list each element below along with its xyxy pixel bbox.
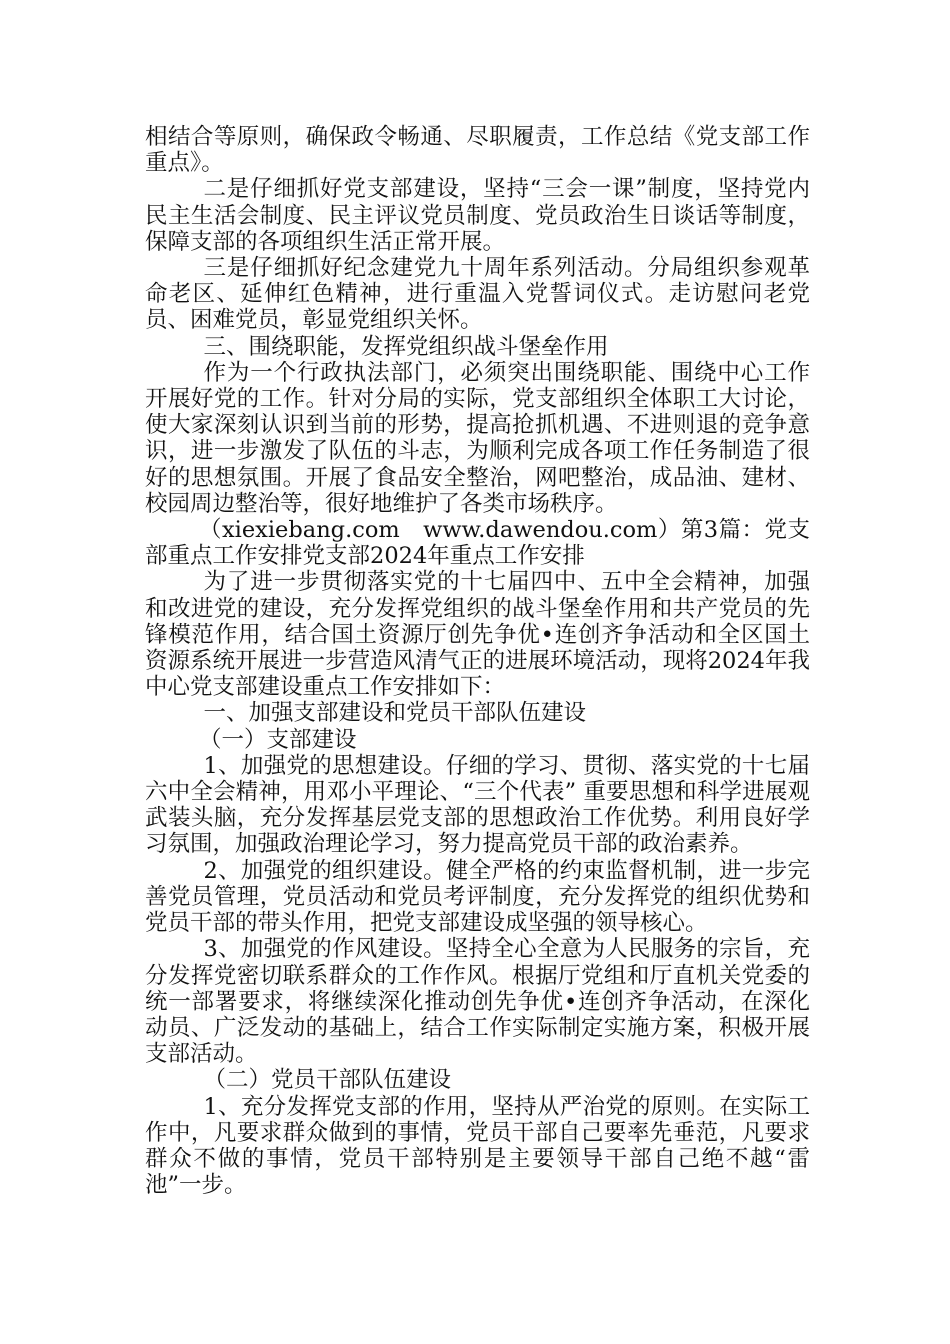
subsection-heading-branch: （一）支部建设 [199, 726, 357, 753]
document-page [145, 124, 810, 1198]
paragraph-style-building: 3、加强党的作风建设。坚持全心全意为人民服务的宗旨，充分发挥党密切联系群众的工作作风。根据厅党组和厅直机关党委的统一部署要求，将继续深化推动创先争优•连创齐争活动，在深化动员、广泛发动的基础上，结合工作实际制定实施方案，积极开展支部活动。 [145, 936, 810, 1068]
paragraph-anniversary-activities: 三是仔细抓好纪念建党九十周年系列活动。分局组织参观革命老区、延伸红色精神，进行重温入党誓词仪式。走访慰问老党员、困难党员，彰显党组织关怀。 [145, 255, 810, 334]
paragraph-organizational-building: 2、加强党的组织建设。健全严格的约束监督机制，进一步完善党员管理，党员活动和党员考评制度，充分发挥党的组织优势和党员干部的带头作用，把党支部建设成坚强的领导核心。 [145, 857, 810, 937]
paragraph-continuation: 相结合等原则，确保政令畅通、尽职履责，工作总结《党支部工作重点》。 [145, 124, 810, 177]
subsection-heading-cadres: （二）党员干部队伍建设 [203, 1067, 452, 1094]
paragraph-strict-governance: 1、充分发挥党支部的作用，坚持从严治党的原则。在实际工作中，凡要求群众做到的事情，党员干部自己要率先垂范，凡要求群众不做的事情，党员干部特别是主要领导干部自己绝不越“雷池”一步。 [145, 1093, 810, 1199]
paragraph-source-title: （xiexiebang.com www.dawendou.com）第3篇：党支部重点工作安排党支部2024年重点工作安排 [145, 517, 810, 570]
paragraph-law-enforcement: 作为一个行政执法部门，必须突出围绕职能、围绕中心工作开展好党的工作。针对分局的实际，党支部组织全体职工大讨论，使大家深刻认识到当前的形势，提高抢抓机遇、不进则退的竞争意识，进一步激发了队伍的斗志，为顺利完成各项工作任务制造了很好的思想氛围。开展了食品安全整治，网吧整治，成品油、建材、校园周边整治等，很好地维护了各类市场秩序。 [145, 359, 810, 517]
section-heading-3: 三、围绕职能，发挥党组织战斗堡垒作用 [203, 333, 609, 360]
paragraph-intro-2024: 为了进一步贯彻落实党的十七届四中、五中全会精神，加强和改进党的建设，充分发挥党组织的战斗堡垒作用和共产党员的先锋模范作用，结合国土资源厅创先争优•连创齐争活动和全区国土资源系统开展进一步营造风清气正的进展环境活动，现将2024年我中心党支部建设重点工作安排如下： [145, 569, 810, 701]
paragraph-branch-building: 二是仔细抓好党支部建设，坚持“三会一课”制度，坚持党内民主生活会制度、民主评议党员制度、党员政治生日谈话等制度，保障支部的各项组织生活正常开展。 [145, 176, 810, 255]
section-heading-1: 一、加强支部建设和党员干部队伍建设 [203, 700, 587, 727]
paragraph-ideological-building: 1、加强党的思想建设。仔细的学习、贯彻、落实党的十七届六中全会精神，用邓小平理论、“三个代表” 重要思想和科学进展观武装头脑，充分发挥基层党支部的思想政治工作优势。利用良好学习氛围，加强政治理论学习，努力提高党员干部的政治素养。 [145, 752, 810, 858]
